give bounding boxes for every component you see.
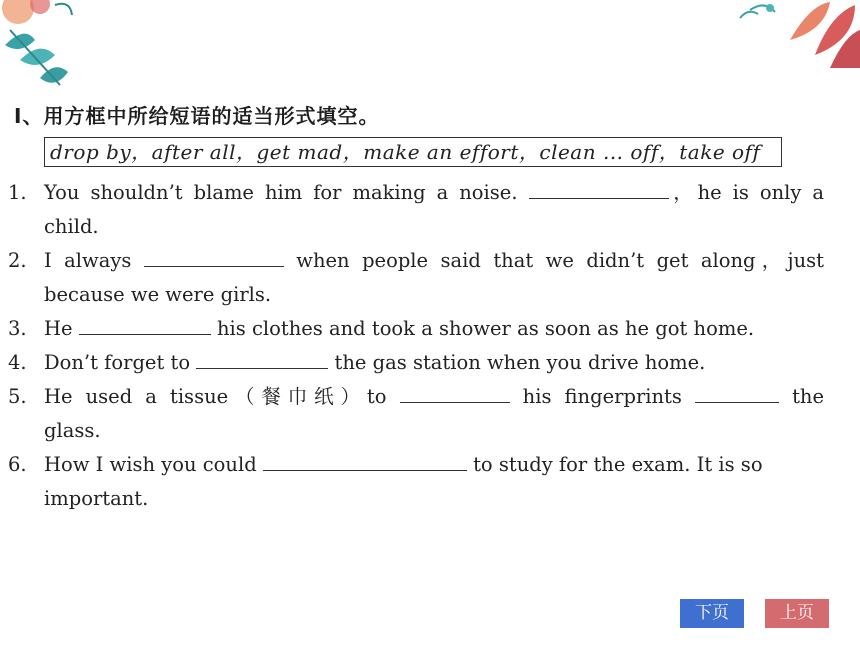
question-text: the gas station when you drive home.	[334, 351, 706, 374]
question-text: because we were girls.	[44, 283, 272, 306]
floral-corner-left-icon	[0, 0, 90, 95]
question-text: Don’t forget to	[44, 351, 191, 374]
question-number: 5.	[8, 385, 27, 408]
section-heading: Ⅰ、用方框中所给短语的适当形式填空。	[14, 104, 380, 128]
question-number: 6.	[8, 453, 27, 476]
answer-blank[interactable]	[263, 450, 467, 471]
answer-blank[interactable]	[529, 178, 669, 199]
question-line	[44, 380, 824, 414]
answer-blank[interactable]	[695, 382, 779, 403]
question-text: He	[44, 317, 73, 340]
answer-blank[interactable]	[196, 348, 328, 369]
question-text: his clothes and took a shower as soon as he got home.	[216, 317, 755, 340]
question-line	[44, 448, 824, 482]
question-number: 2.	[8, 249, 27, 272]
question-line	[44, 346, 824, 380]
question-text: important.	[44, 487, 149, 510]
question-text: I always	[44, 249, 132, 272]
question-number: 1.	[8, 181, 27, 204]
question-text: the	[792, 385, 824, 408]
floral-corner-right-icon	[730, 0, 860, 70]
question-text: You shouldn’t blame him for making a noise.	[44, 181, 518, 204]
question-text: child.	[44, 215, 99, 238]
question-text: How I wish you could	[44, 453, 257, 476]
next-page-button[interactable]: 下页	[680, 599, 744, 628]
question-line	[44, 244, 824, 278]
question-text: when people said that we didn’t get along，just	[296, 249, 824, 272]
question-number: 4.	[8, 351, 27, 374]
question-line	[44, 176, 824, 210]
answer-blank[interactable]	[79, 314, 211, 335]
question-text: He used a tissue（餐巾纸）to	[44, 385, 387, 408]
question-line	[44, 312, 824, 346]
question-text: his fingerprints	[522, 385, 682, 408]
question-text: ，he is only a	[668, 181, 825, 204]
answer-blank[interactable]	[400, 382, 510, 403]
answer-blank[interactable]	[144, 246, 284, 267]
question-text: glass.	[44, 419, 101, 442]
phrase-box: drop by，after all，get mad，make an effort，clean ... off，take off	[44, 137, 782, 167]
prev-page-button[interactable]: 上页	[765, 599, 829, 628]
question-number: 3.	[8, 317, 27, 340]
question-text: to study for the exam. It is so	[473, 453, 763, 476]
